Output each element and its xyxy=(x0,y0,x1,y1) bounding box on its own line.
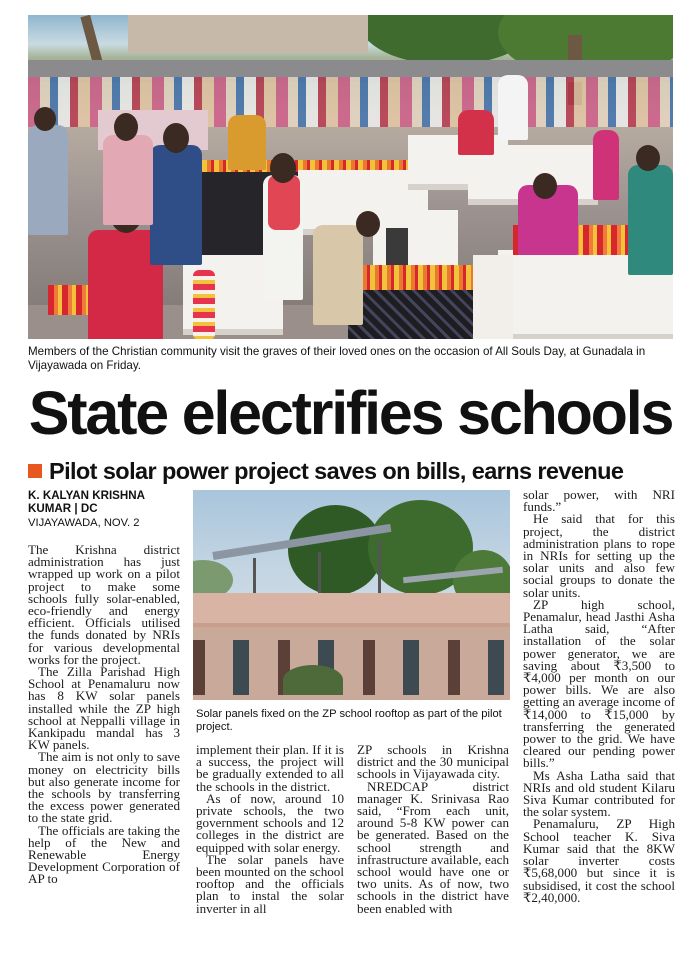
headline: State electrifies schools xyxy=(28,379,673,447)
dateline: VIJAYAWADA, NOV. 2 xyxy=(28,517,140,529)
paragraph: implement their plan. If it is a success, the project will be gradually extended to all the schools in the district. xyxy=(196,742,344,794)
article-column-4 xyxy=(523,489,675,904)
paragraph: As of now, around 10 private schools, the two government schools and 12 colleges in the district are equipped with solar energy. xyxy=(196,790,344,855)
paragraph: The Zilla Parishad High School at Penamaluru now has 8 KW solar panels installed while the ZP high school at Neppalli village in Kankipadu mandal has 3 KW panels. xyxy=(28,664,180,753)
paragraph: Ms Asha Latha said that NRIs and old student Kilaru Siva Kumar contributed for the solar system. xyxy=(523,767,675,820)
paragraph: He said that for this project, the district administration plans to rope in NRIs for setting up the solar units and also few social groups to donate the solar units. xyxy=(523,511,675,600)
paragraph: NREDCAP district manager K. Srinivasa Rao said, “From each unit, around 5-8 KW power can be generated. Based on the school strength and infrastructure available, each school would have one or two units. As of now, two schools in the district have been enabled with xyxy=(357,778,509,916)
article-column-3 xyxy=(357,744,509,915)
byline: K. KALYAN KRISHNA KUMAR | DC xyxy=(28,489,145,515)
solar-panel-photo xyxy=(193,490,510,700)
paragraph: The solar panels have been mounted on the school rooftop and the officials plan to instal the solar inverter in all xyxy=(196,851,344,916)
subheadline xyxy=(28,456,673,486)
square-bullet-icon xyxy=(28,464,42,478)
paragraph: The aim is not only to save money on electricity bills but also generate income for the schools by transferring the excess power generated to the state grid. xyxy=(28,749,180,826)
photo-caption: Solar panels fixed on the ZP school rooftop as part of the pilot project. xyxy=(196,708,502,733)
subheadline-text: Pilot solar power project saves on bills, earns revenue xyxy=(49,458,624,484)
paragraph: The Krishna district administration has just wrapped up work on a pilot project to make some schools fully solar-enabled, eco-friendly and energy efficient. Officials utilised the funds donated by NRIs for various developmental works for the project. xyxy=(28,542,180,667)
paragraph: Penamaluru, ZP High School teacher K. Siva Kumar said that the 8KW solar inverter costs ₹5,68,000 but since it is subsidised, it cost the school ₹2,40,000. xyxy=(523,816,675,905)
paragraph: The officials are taking the help of the New and Renewable Energy Development Corporation of AP to xyxy=(28,822,180,887)
article-column-1 xyxy=(28,544,180,886)
paragraph: ZP high school, Penamalur, head Jasthi Asha Latha said, “After installation of the solar power generator, we are saving about ₹3,500 to ₹4,000 per month on our power bills. We are also getting an average income of ₹14,000 to ₹15,000 by transferring the generated power to the grid. We have cleared our pending power bills.” xyxy=(523,596,675,771)
photo-caption: Members of the Christian community visit the graves of their loved ones on the occasion of All Souls Day, at Gunadala in Vijayawada on Friday. xyxy=(28,345,646,372)
cemetery-photo xyxy=(28,15,673,339)
article-column-2 xyxy=(196,744,344,915)
paragraph: ZP schools in Krishna district and the 30 municipal schools in Vijayawada city. xyxy=(357,742,509,782)
paragraph: solar power, with NRI funds.” xyxy=(523,487,675,515)
